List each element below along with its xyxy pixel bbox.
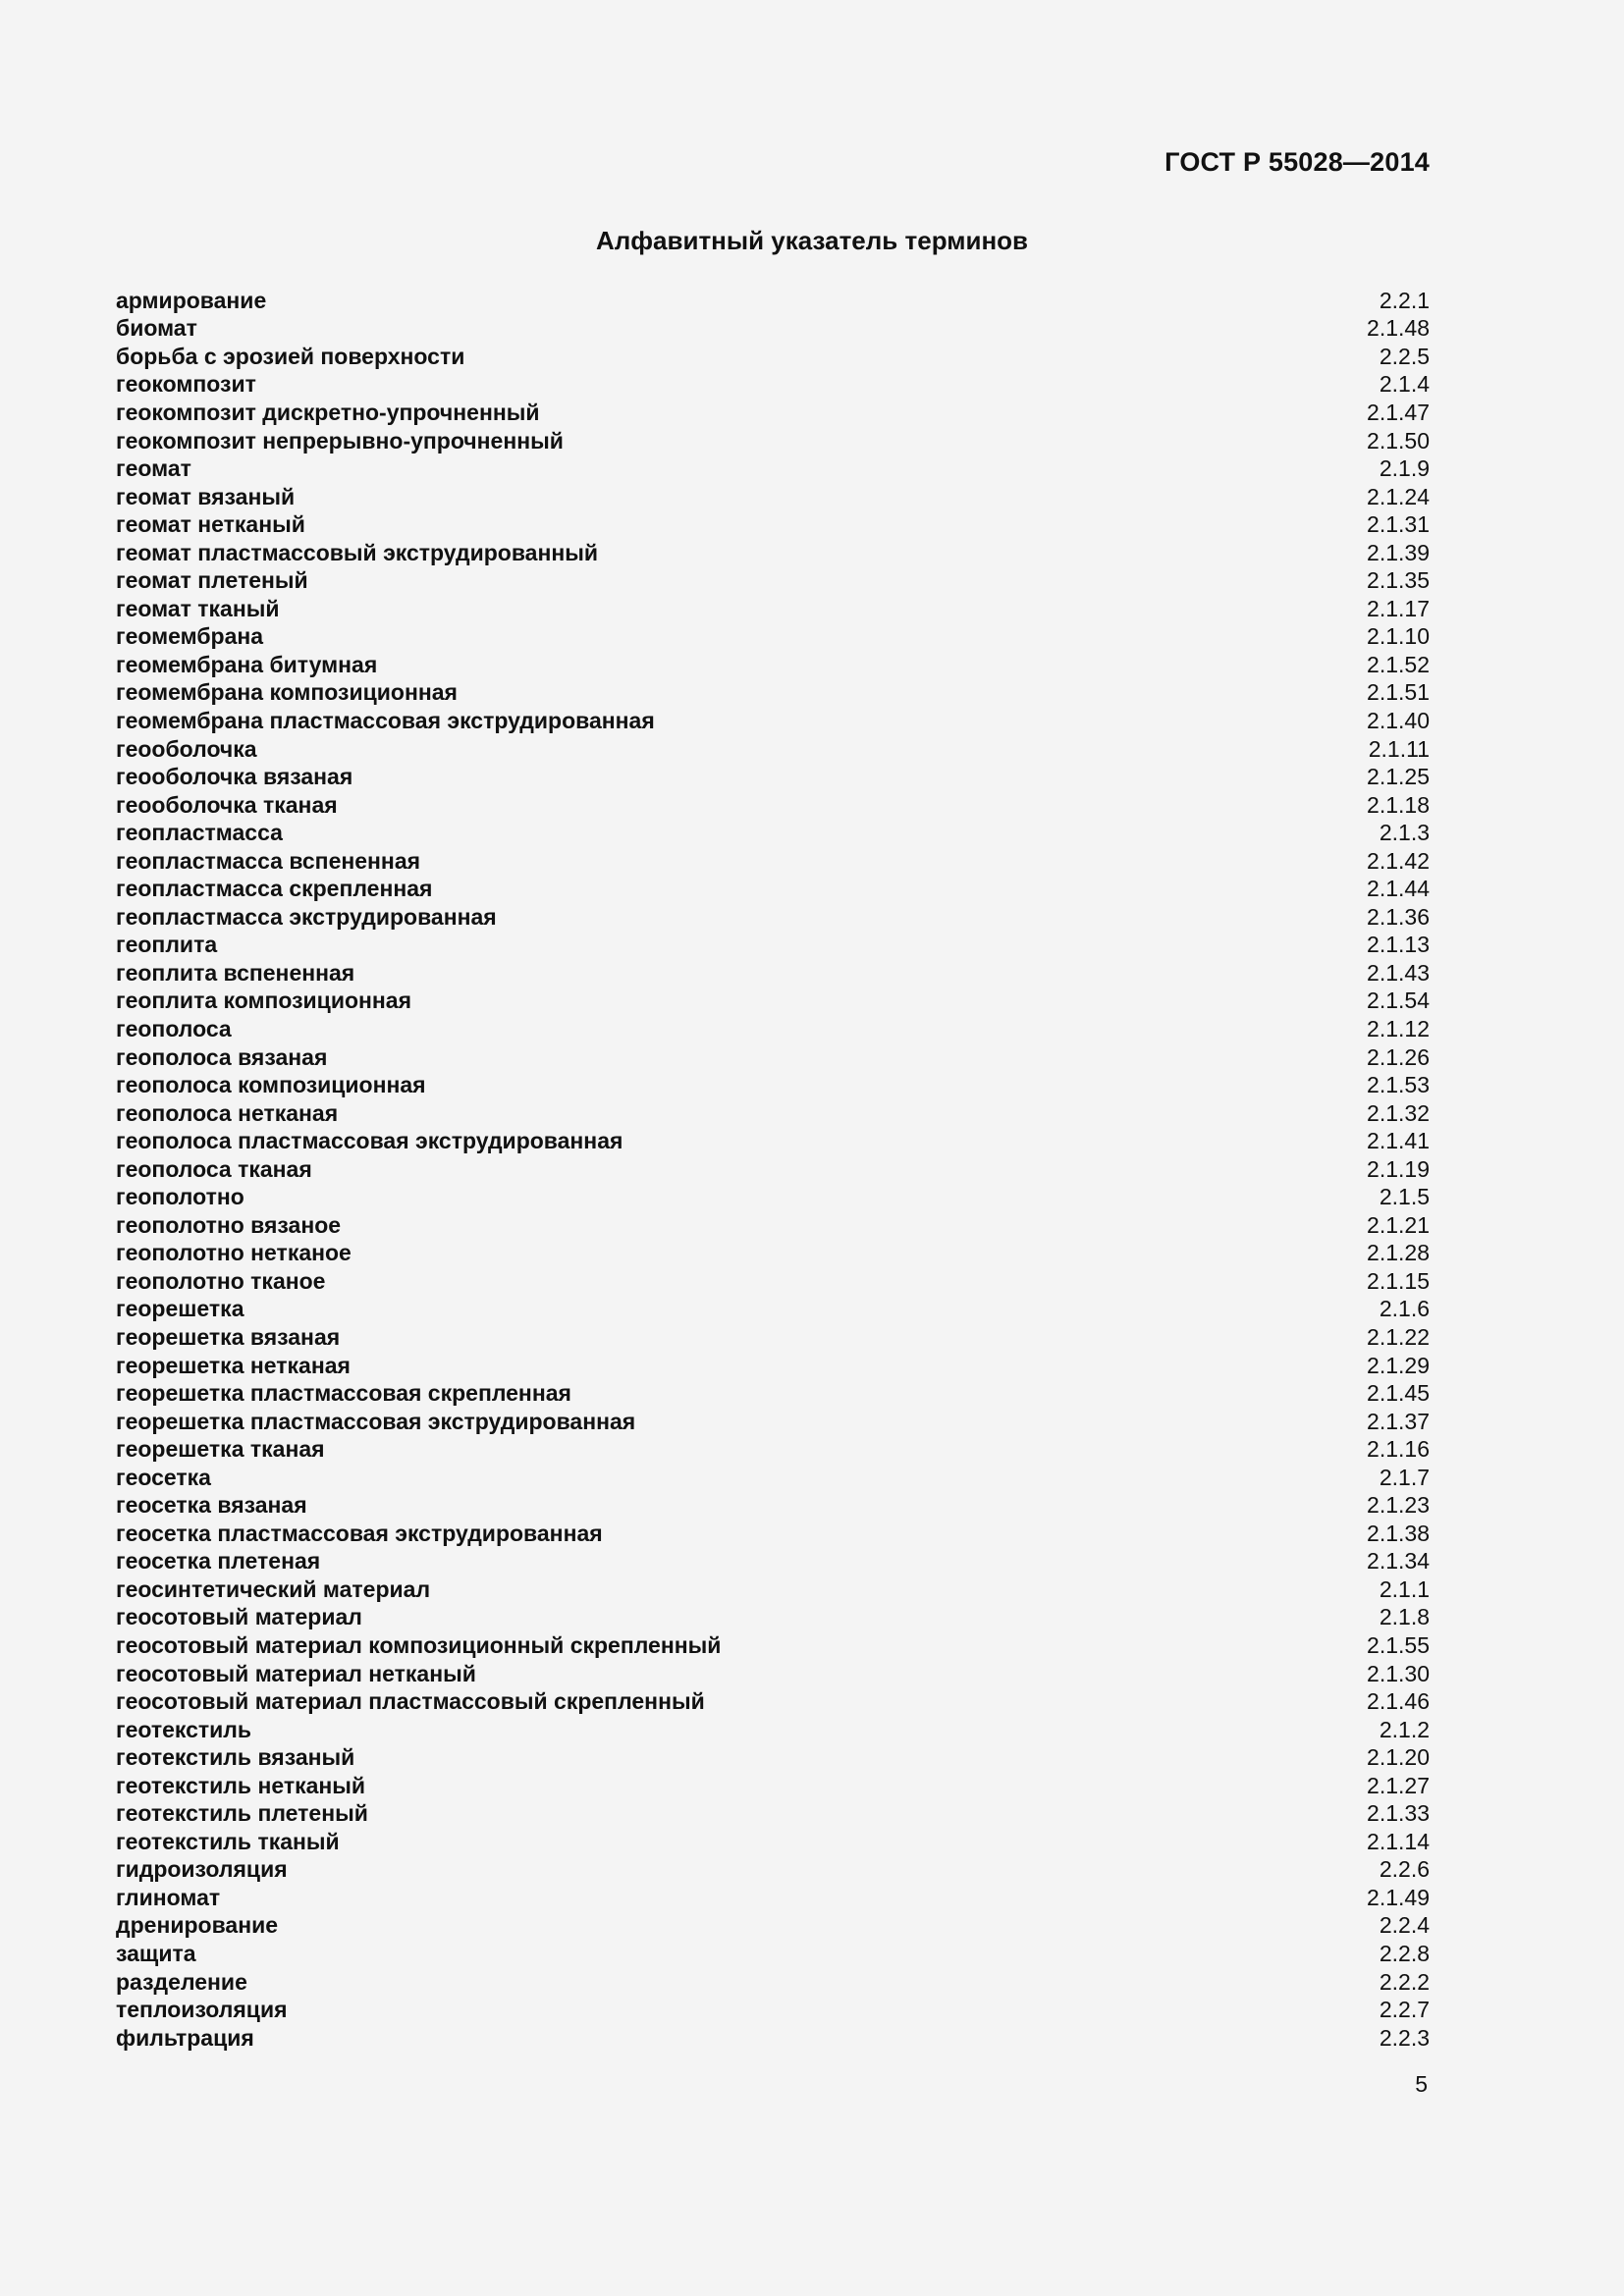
index-entry	[116, 735, 1430, 764]
index-ref: 2.1.37	[1367, 1408, 1430, 1434]
index-entry	[116, 566, 1430, 595]
index-term: геомат тканый	[116, 595, 280, 621]
index-entry	[116, 1127, 1430, 1155]
index-entry	[116, 1184, 1430, 1212]
index-ref: 2.1.53	[1367, 1072, 1430, 1098]
document-code: ГОСТ Р 55028—2014	[1164, 147, 1430, 177]
index-term: геоплита	[116, 932, 218, 958]
index-term: геотекстиль тканый	[116, 1828, 340, 1854]
index-term: теплоизоляция	[116, 1997, 288, 2023]
index-ref: 2.1.39	[1367, 539, 1430, 565]
index-term: геопластмасса экструдированная	[116, 903, 497, 930]
index-entry	[116, 988, 1430, 1016]
index-ref: 2.1.29	[1367, 1352, 1430, 1378]
index-term: геотекстиль	[116, 1716, 252, 1742]
index-entry	[116, 1520, 1430, 1548]
index-term: геополотно вязаное	[116, 1211, 342, 1238]
index-term: геосетка вязаная	[116, 1492, 307, 1519]
index-term: геооболочка тканая	[116, 791, 338, 818]
page-number: 5	[1415, 2071, 1428, 2097]
index-entry	[116, 2024, 1430, 2053]
index-entry	[116, 1716, 1430, 1744]
index-term: геомат вязаный	[116, 483, 296, 509]
index-term: геосотовый материал нетканый	[116, 1660, 476, 1686]
index-ref: 2.1.30	[1367, 1660, 1430, 1686]
index-entry	[116, 483, 1430, 511]
index-ref: 2.1.44	[1367, 876, 1430, 902]
index-entry	[116, 819, 1430, 847]
index-entry	[116, 623, 1430, 652]
index-ref: 2.1.47	[1367, 399, 1430, 425]
index-entry	[116, 399, 1430, 427]
index-entry	[116, 1856, 1430, 1885]
index-term: армирование	[116, 287, 267, 313]
index-term: геотекстиль вязаный	[116, 1744, 355, 1771]
index-term: геополоса вязаная	[116, 1043, 328, 1070]
index-ref: 2.1.1	[1379, 1575, 1430, 1602]
index-ref: 2.1.49	[1367, 1884, 1430, 1910]
index-entry	[116, 1743, 1430, 1772]
index-entry	[116, 427, 1430, 455]
index-ref: 2.1.21	[1367, 1211, 1430, 1238]
index-entry	[116, 287, 1430, 315]
index-ref: 2.1.50	[1367, 427, 1430, 454]
page-title: Алфавитный указатель терминов	[595, 226, 1029, 255]
index-ref: 2.1.10	[1367, 623, 1430, 650]
index-ref: 2.2.6	[1379, 1856, 1430, 1883]
index-term: геомембрана битумная	[116, 651, 378, 677]
index-ref: 2.1.23	[1367, 1492, 1430, 1519]
index-ref: 2.1.18	[1367, 791, 1430, 818]
index-term: геосетка пластмассовая экструдированная	[116, 1520, 603, 1546]
index-ref: 2.1.33	[1367, 1800, 1430, 1827]
index-term: геокомпозит дискретно-упрочненный	[116, 399, 540, 425]
index-term: георешетка пластмассовая скрепленная	[116, 1380, 571, 1407]
index-entry	[116, 1296, 1430, 1324]
index-term: георешетка нетканая	[116, 1352, 351, 1378]
index-entry	[116, 763, 1430, 791]
index-ref: 2.1.6	[1379, 1296, 1430, 1322]
index-term: георешетка	[116, 1296, 244, 1322]
index-entry	[116, 539, 1430, 567]
index-term: геосетка плетеная	[116, 1548, 321, 1575]
index-entry	[116, 1492, 1430, 1521]
index-term: геооболочка вязаная	[116, 764, 353, 790]
index-entry	[116, 1043, 1430, 1072]
index-entry	[116, 903, 1430, 932]
index-ref: 2.1.55	[1367, 1632, 1430, 1659]
index-ref: 2.2.3	[1379, 2024, 1430, 2051]
index-ref: 2.1.14	[1367, 1828, 1430, 1854]
index-term: геополоса нетканая	[116, 1099, 339, 1126]
index-term: геополоса пластмассовая экструдированная	[116, 1128, 623, 1154]
index-ref: 2.1.16	[1367, 1436, 1430, 1463]
index-entry	[116, 343, 1430, 371]
index-term: фильтрация	[116, 2024, 254, 2051]
index-term: геомембрана пластмассовая экструдированная	[116, 707, 655, 733]
index-term: геооболочка	[116, 735, 257, 762]
index-ref: 2.1.48	[1367, 315, 1430, 342]
index-ref: 2.1.43	[1367, 959, 1430, 986]
index-ref: 2.2.8	[1379, 1941, 1430, 1967]
index-ref: 2.1.7	[1379, 1464, 1430, 1490]
index-ref: 2.1.20	[1367, 1744, 1430, 1771]
index-term: геосотовый материал пластмассовый скрепленный	[116, 1688, 705, 1715]
index-entry	[116, 1323, 1430, 1352]
index-ref: 2.1.28	[1367, 1240, 1430, 1266]
index-entry	[116, 1631, 1430, 1660]
term-index	[116, 287, 1430, 2052]
index-term: геоплита вспененная	[116, 959, 355, 986]
index-term: разделение	[116, 1968, 247, 1995]
index-ref: 2.2.2	[1379, 1968, 1430, 1995]
index-entry	[116, 791, 1430, 820]
index-ref: 2.1.41	[1367, 1128, 1430, 1154]
index-entry	[116, 1435, 1430, 1464]
index-ref: 2.1.13	[1367, 932, 1430, 958]
index-ref: 2.1.5	[1379, 1184, 1430, 1210]
index-ref: 2.1.54	[1367, 988, 1430, 1014]
index-entry	[116, 679, 1430, 708]
index-term: геомембрана композиционная	[116, 679, 458, 706]
index-ref: 2.1.24	[1367, 483, 1430, 509]
index-term: биомат	[116, 315, 197, 342]
index-term: геотекстиль плетеный	[116, 1800, 368, 1827]
index-term: геопластмасса скрепленная	[116, 876, 433, 902]
index-term: геополоса композиционная	[116, 1072, 426, 1098]
index-ref: 2.1.27	[1367, 1772, 1430, 1798]
index-entry	[116, 510, 1430, 539]
index-entry	[116, 1968, 1430, 1997]
index-term: геопластмасса	[116, 820, 283, 846]
index-term: геомат	[116, 455, 191, 482]
index-entry	[116, 1099, 1430, 1128]
index-term: геопластмасса вспененная	[116, 847, 421, 874]
index-ref: 2.1.46	[1367, 1688, 1430, 1715]
index-entry	[116, 651, 1430, 679]
index-term: геокомпозит непрерывно-упрочненный	[116, 427, 564, 454]
index-term: геомембрана	[116, 623, 264, 650]
index-term: геосетка	[116, 1464, 211, 1490]
index-term: геополотно тканое	[116, 1267, 326, 1294]
index-term: борьба с эрозией поверхности	[116, 343, 465, 369]
index-entry	[116, 1211, 1430, 1240]
index-entry	[116, 1940, 1430, 1968]
index-entry	[116, 707, 1430, 735]
index-ref: 2.1.52	[1367, 651, 1430, 677]
index-ref: 2.1.32	[1367, 1099, 1430, 1126]
index-term: геополоса	[116, 1015, 232, 1041]
index-ref: 2.1.15	[1367, 1267, 1430, 1294]
index-entry	[116, 1687, 1430, 1716]
index-term: геосинтетический материал	[116, 1575, 431, 1602]
index-term: геополоса тканая	[116, 1155, 312, 1182]
index-entry	[116, 1604, 1430, 1632]
index-term: геомат плетеный	[116, 567, 308, 594]
index-entry	[116, 1352, 1430, 1380]
index-ref: 2.1.35	[1367, 567, 1430, 594]
index-term: геотекстиль нетканый	[116, 1772, 366, 1798]
index-term: геокомпозит	[116, 371, 256, 398]
index-entry	[116, 1912, 1430, 1941]
index-term: геомат нетканый	[116, 511, 305, 538]
index-entry	[116, 875, 1430, 903]
index-ref: 2.1.11	[1368, 735, 1430, 762]
index-ref: 2.1.17	[1367, 595, 1430, 621]
index-ref: 2.1.40	[1367, 707, 1430, 733]
index-term: глиномат	[116, 1884, 221, 1910]
index-entry	[116, 932, 1430, 960]
index-ref: 2.1.38	[1367, 1520, 1430, 1546]
index-entry	[116, 1548, 1430, 1576]
index-ref: 2.1.45	[1367, 1380, 1430, 1407]
index-term: дренирование	[116, 1912, 279, 1939]
index-term: георешетка тканая	[116, 1436, 325, 1463]
index-term: геосотовый материал композиционный скрепленный	[116, 1632, 722, 1659]
index-entry	[116, 1155, 1430, 1184]
index-term: защита	[116, 1941, 196, 1967]
index-ref: 2.1.12	[1367, 1015, 1430, 1041]
index-entry	[116, 1240, 1430, 1268]
index-ref: 2.2.5	[1379, 343, 1430, 369]
index-entry	[116, 1015, 1430, 1043]
index-ref: 2.1.42	[1367, 847, 1430, 874]
index-ref: 2.2.4	[1379, 1912, 1430, 1939]
index-entry	[116, 1800, 1430, 1829]
index-entry	[116, 1575, 1430, 1604]
index-entry	[116, 1379, 1430, 1408]
index-ref: 2.1.19	[1367, 1155, 1430, 1182]
index-term: георешетка пластмассовая экструдированная	[116, 1408, 636, 1434]
index-term: геополотно	[116, 1184, 244, 1210]
index-ref: 2.1.31	[1367, 511, 1430, 538]
index-entry	[116, 371, 1430, 400]
index-entry	[116, 1772, 1430, 1800]
index-ref: 2.1.9	[1379, 455, 1430, 482]
index-term: гидроизоляция	[116, 1856, 288, 1883]
index-entry	[116, 1464, 1430, 1492]
index-ref: 2.1.36	[1367, 903, 1430, 930]
index-entry	[116, 1884, 1430, 1912]
index-ref: 2.1.8	[1379, 1604, 1430, 1630]
index-term: геоплита композиционная	[116, 988, 412, 1014]
index-ref: 2.2.7	[1379, 1997, 1430, 2023]
index-entry	[116, 595, 1430, 623]
index-entry	[116, 1267, 1430, 1296]
index-ref: 2.1.22	[1367, 1324, 1430, 1350]
index-entry	[116, 1660, 1430, 1688]
index-ref: 2.1.2	[1379, 1716, 1430, 1742]
index-entry	[116, 1828, 1430, 1856]
index-ref: 2.1.3	[1379, 820, 1430, 846]
index-ref: 2.1.51	[1367, 679, 1430, 706]
index-ref: 2.1.26	[1367, 1043, 1430, 1070]
index-ref: 2.2.1	[1379, 287, 1430, 313]
index-term: георешетка вязаная	[116, 1324, 341, 1350]
index-entry	[116, 1996, 1430, 2024]
index-ref: 2.1.4	[1379, 371, 1430, 398]
index-ref: 2.1.34	[1367, 1548, 1430, 1575]
index-entry	[116, 847, 1430, 876]
index-term: геомат пластмассовый экструдированный	[116, 539, 599, 565]
index-ref: 2.1.25	[1367, 764, 1430, 790]
index-term: геосотовый материал	[116, 1604, 362, 1630]
index-entry	[116, 315, 1430, 344]
index-entry	[116, 1408, 1430, 1436]
index-entry	[116, 454, 1430, 483]
index-entry	[116, 1071, 1430, 1099]
index-term: геополотно нетканое	[116, 1240, 352, 1266]
index-entry	[116, 959, 1430, 988]
